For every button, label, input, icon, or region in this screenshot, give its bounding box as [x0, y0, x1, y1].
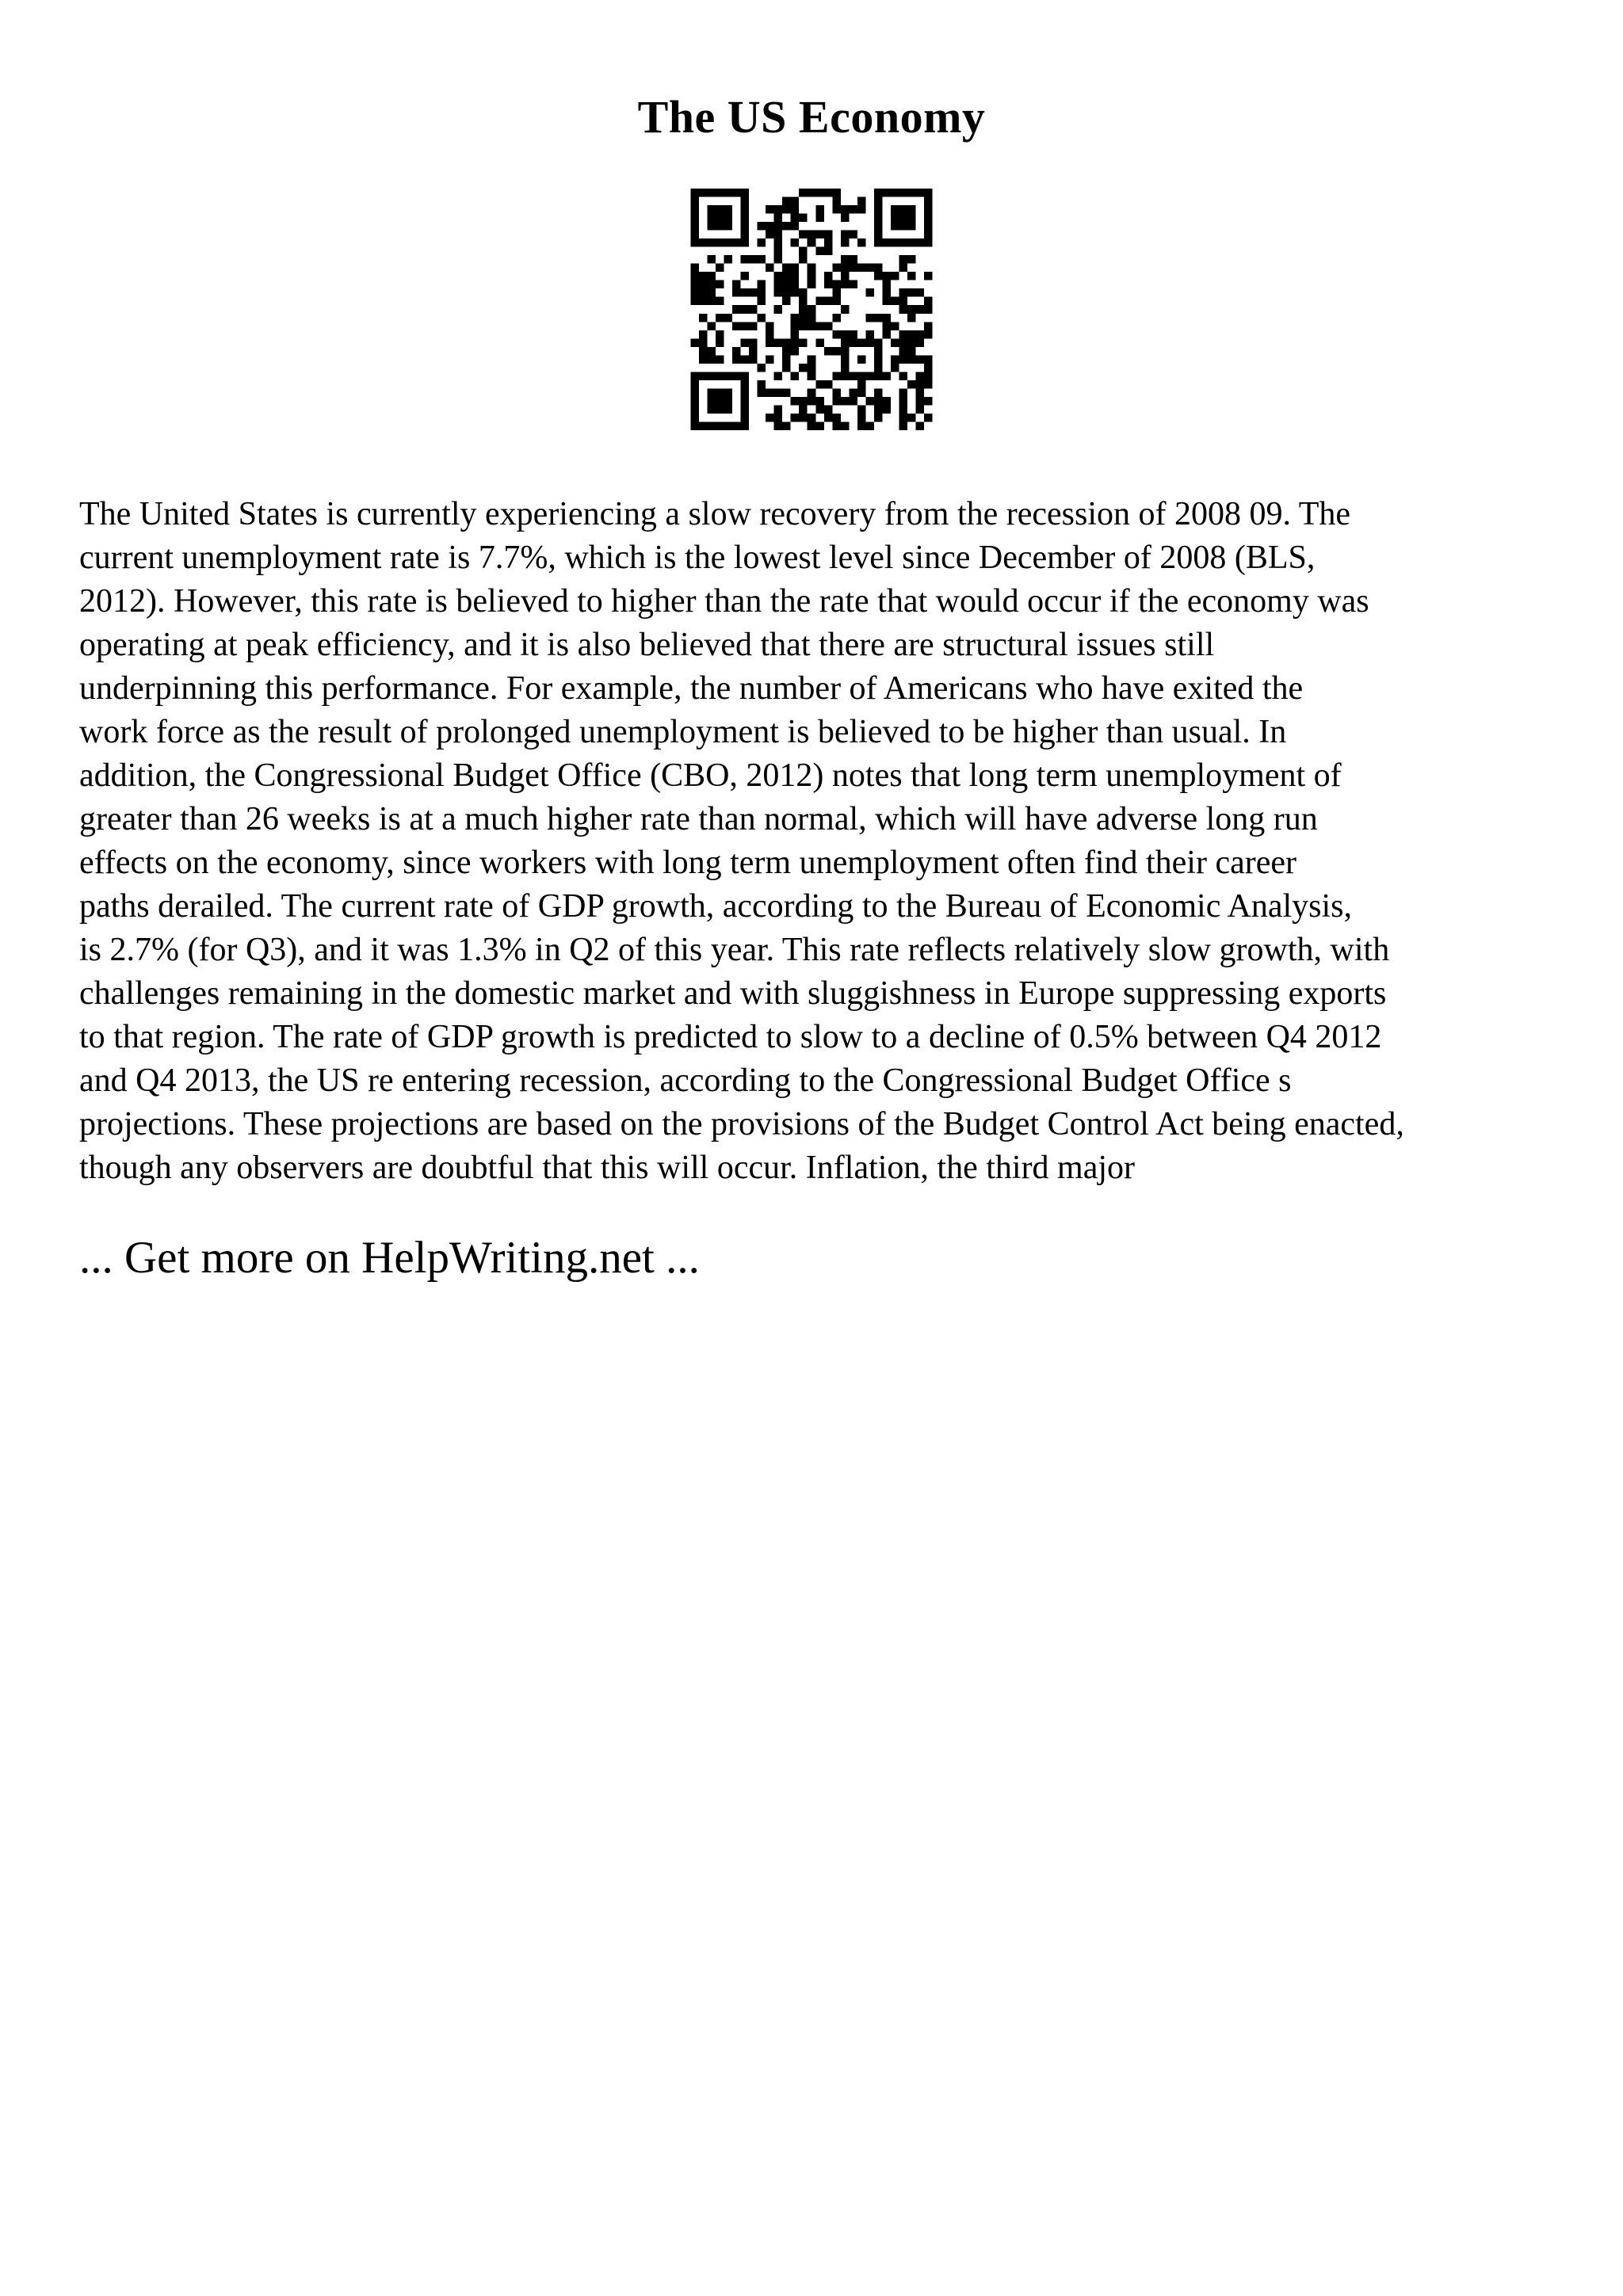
- body-text-line: and Q4 2013, the US re entering recession, according to the Congressional Budget Office s: [79, 1062, 1292, 1099]
- footer-promo-text: ... Get more on HelpWriting.net ...: [79, 1233, 700, 1283]
- body-text-line: greater than 26 weeks is at a much higher rate than normal, which will have adverse long run: [79, 801, 1318, 837]
- body-text-line: 2012). However, this rate is believed to higher than the rate that would occur if the economy was: [79, 583, 1369, 620]
- body-text-line: work force as the result of prolonged unemployment is believed to be higher than usual. In: [79, 714, 1287, 750]
- body-text-line: projections. These projections are based on the provisions of the Budget Control Act being enacted,: [79, 1106, 1404, 1142]
- body-text-line: is 2.7% (for Q3), and it was 1.3% in Q2 of this year. This rate reflects relatively slow growth, with: [79, 932, 1390, 968]
- body-text-line: underpinning this performance. For example, the number of Americans who have exited the: [79, 670, 1304, 707]
- body-text-line: to that region. The rate of GDP growth is predicted to slow to a decline of 0.5% between Q4 2012: [79, 1019, 1382, 1055]
- body-text-line: effects on the economy, since workers with long term unemployment often find their career: [79, 845, 1296, 881]
- body-text-line: The United States is currently experiencing a slow recovery from the recession of 2008 09. The: [79, 496, 1351, 532]
- body-text-line: challenges remaining in the domestic market and with sluggishness in Europe suppressing exports: [79, 975, 1387, 1012]
- qr-code-image: [691, 189, 933, 430]
- body-paragraph: [79, 493, 1529, 1190]
- body-text-line: addition, the Congressional Budget Office (CBO, 2012) notes that long term unemployment of: [79, 757, 1342, 794]
- body-text-line: current unemployment rate is 7.7%, which is the lowest level since December of 2008 (BLS,: [79, 540, 1316, 576]
- qr-code: [691, 189, 933, 430]
- body-text-line: paths derailed. The current rate of GDP growth, according to the Bureau of Economic Analysis,: [79, 888, 1353, 925]
- body-text-line: though any observers are doubtful that this will occur. Inflation, the third major: [79, 1150, 1136, 1186]
- body-text-line: operating at peak efficiency, and it is also believed that there are structural issues still: [79, 627, 1215, 663]
- page-title: The US Economy: [637, 91, 986, 143]
